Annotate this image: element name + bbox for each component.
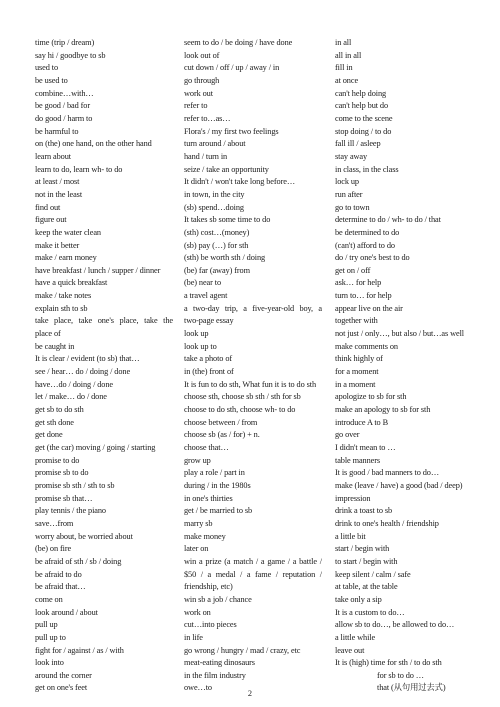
phrase-line: start / begin with [335,544,390,554]
phrase-line: get sth done [35,417,74,427]
phrase-line: It is fun to do sth, What fun it is to do sth [184,379,317,389]
phrase-line: marry sb [184,518,213,528]
phrase-line: look up to [184,341,217,351]
phrase-line: leave out [335,645,365,655]
phrase-line: win a prize (a match / a game / a battle / [184,556,322,566]
phrase-line: appear live on the air [335,303,403,313]
phrase-line: all in all [335,50,362,60]
phrase-line: determine to do / wh- to do / that [335,215,441,225]
phrase-column-2 [184,37,322,695]
phrase-line: be afraid that… [35,582,86,592]
phrase-line: keep silent / calm / safe [335,569,411,579]
phrase-line: in the film industry [184,670,246,680]
phrase-line: be good / bad for [35,101,90,111]
phrase-line: choose to do sth, choose wh- to do [184,405,296,415]
phrase-line: It is clear / evident (to sb) that… [35,354,140,364]
phrase-line: get / be married to sb [184,506,253,516]
phrase-line: at once [335,75,359,85]
phrase-line: impression [335,493,371,503]
phrase-line: a two-day trip, a five-year-old boy, a [184,303,322,313]
phrase-line: a little bit [335,531,366,541]
phrase-line: at table, at the table [335,582,398,592]
phrase-line: (sb) spend…doing [184,202,244,212]
phrase-line: stay away [335,151,368,161]
phrase-line: make money [184,531,226,541]
phrase-line: in town, in the city [184,189,245,199]
phrase-line: choose sb (as / for) + n. [184,430,260,440]
phrase-line: promise to do [35,455,80,465]
phrase-line: have a quick breakfast [35,278,108,288]
phrase-line: work on [184,607,211,617]
phrase-line: place of [35,329,61,339]
phrase-line: allow sb to do…, be allowed to do… [335,620,455,630]
phrase-line: for a moment [335,367,379,377]
phrase-line: make (leave / have) a good (bad / deep) [335,480,463,490]
phrase-line: Flora's / my first two feelings [184,126,279,136]
phrase-line: can't help but do [335,101,389,111]
phrase-line: work out [184,88,213,98]
phrase-line: learn about [35,151,71,161]
phrase-line: It didn't / won't take long before… [184,177,296,187]
phrase-line: be afraid of sth / sb / doing [35,556,122,566]
phrase-line: win sb a job / chance [184,594,252,604]
phrase-line: that (从句用过去式) [377,683,446,693]
phrase-line: play a role / part in [184,468,245,478]
phrase-line: learn to do, learn wh- to do [35,164,123,174]
phrase-line: fight for / against / as / with [35,645,124,655]
phrase-line: together with [335,316,378,326]
phrase-line: take only a sip [335,594,382,604]
phrase-line: It is good / bad manners to do… [335,468,440,478]
phrase-line: get on one's feet [35,683,88,693]
phrase-line: come to the scene [335,113,393,123]
phrase-line: go to town [335,202,370,212]
phrase-line: be harmful to [35,126,79,136]
phrase-line: go through [184,75,220,85]
phrase-line: promise sb that… [35,493,93,503]
phrase-line: seem to do / be doing / have done [184,38,293,47]
phrase-line: a travel agent [184,291,228,301]
phrase-line: combine…with… [35,88,94,98]
phrase-line: do / try one's best to do [335,253,410,263]
phrase-line: make it better [35,240,80,250]
phrase-line: (sth) cost…(money) [184,227,250,237]
phrase-line: stop doing / to do [335,126,392,136]
phrase-line: on (the) one hand, on the other hand [35,139,152,149]
phrase-line: two-page essay [184,316,234,326]
phrase-line: make / take notes [35,291,92,301]
phrase-line: (be) near to [184,278,222,288]
phrase-line: for sb to do … [377,670,424,680]
phrase-line: can't help doing [335,88,387,98]
phrase-line: in class, in the class [335,164,399,174]
phrase-line: introduce A to B [335,417,389,427]
phrase-line: have…do / doing / done [35,379,113,389]
phrase-line: play tennis / the piano [35,506,106,516]
phrase-line: a little while [335,632,376,642]
phrase-line: worry about, be worried about [35,531,133,541]
phrase-line: choose sth, choose sb sth / sth for sb [184,392,301,402]
phrase-column-3 [335,37,470,695]
phrase-line: pull up to [35,632,66,642]
phrase-line: lock up [335,177,359,187]
phrase-line: drink to one's health / friendship [335,518,439,528]
phrase-line: make comments on [335,341,398,351]
phrase-line: turn to… for help [335,291,392,301]
phrase-line: let / make… do / done [35,392,107,402]
phrase-column-1 [35,37,173,695]
phrase-line: in a moment [335,379,376,389]
phrase-line: grow up [184,455,211,465]
phrase-line: apologize to sb for sth [335,392,407,402]
phrase-line: turn around / about [184,139,246,149]
phrase-line: at least / most [35,177,80,187]
phrase-line: make / earn money [35,253,97,263]
phrase-line: get on / off [335,265,371,275]
phrase-line: look into [35,658,64,668]
phrase-line: choose between / from [184,417,258,427]
phrase-line: time (trip / dream) [35,38,95,47]
phrase-line: It is (high) time for sth / to do sth [335,658,442,668]
phrase-line: around the corner [35,670,92,680]
phrase-line: in one's thirties [184,493,233,503]
phrase-line: seize / take an opportunity [184,164,269,174]
phrase-line: during / in the 1980s [184,480,251,490]
phrase-line: ask… for help [335,278,382,288]
phrase-line: refer to [184,101,208,111]
phrase-line: do good / harm to [35,113,93,123]
phrase-line: $50 / a medal / a fame / reputation / [184,569,322,579]
phrase-line: get sb to do sth [35,405,84,415]
phrase-line: pull up [35,620,58,630]
phrase-line: It is a custom to do… [335,607,405,617]
phrase-line: be afraid to do [35,569,82,579]
phrase-line: figure out [35,215,67,225]
phrase-line: (sth) be worth sth / doing [184,253,266,263]
phrase-line: in (the) front of [184,367,234,377]
phrase-line: be used to [35,75,68,85]
phrase-line: later on [184,544,209,554]
phrase-line: fall ill / asleep [335,139,381,149]
phrase-line: friendship, etc) [184,582,233,592]
phrase-line: come on [35,594,63,604]
phrase-line: choose that… [184,443,229,452]
phrase-line: cut down / off / up / away / in [184,63,280,73]
phrase-line: say hi / goodbye to sb [35,50,106,60]
phrase-line: owe…to [184,683,212,693]
phrase-line: meat-eating dinosaurs [184,658,255,668]
phrase-line: look out of [184,50,220,60]
phrase-line: take place, take one's place, take the [35,316,173,326]
phrase-line: think highly of [335,354,383,364]
phrase-line: cut…into pieces [184,620,237,630]
phrase-line: run after [335,189,363,199]
phrase-line: (sb) pay (…) for sth [184,240,249,250]
phrase-line: not in the least [35,189,83,199]
phrase-line: fill in [335,63,353,73]
phrase-line: look around / about [35,607,98,617]
phrase-line: hand / turn in [184,151,228,161]
phrase-line: (be) on fire [35,544,72,554]
phrase-line: go over [335,430,360,440]
phrase-line: be caught in [35,341,75,351]
phrase-line: (can't) afford to do [335,240,395,250]
phrase-line: to start / begin with [335,556,398,566]
phrase-line: promise sb to do [35,468,89,478]
phrase-line: get (the car) moving / going / starting [35,443,156,452]
phrase-line: It takes sb some time to do [184,215,271,225]
page-number: 2 [247,689,253,698]
phrase-line: see / hear… do / doing / done [35,367,131,377]
phrase-line: look up [184,329,209,339]
phrase-line: I didn't mean to … [335,443,396,452]
phrase-line: refer to…as… [184,113,231,123]
phrase-line: go wrong / hungry / mad / crazy, etc [184,645,301,655]
phrase-line: in all [335,38,352,47]
phrase-line: explain sth to sb [35,303,88,313]
phrase-line: drink a toast to sb [335,506,393,516]
phrase-line: be determined to do [335,227,400,237]
phrase-line: keep the water clean [35,227,101,237]
phrase-line: (be) far (away) from [184,265,250,275]
phrase-line: in life [184,632,203,642]
phrase-line: used to [35,63,59,73]
phrase-line: make an apology to sb for sth [335,405,431,415]
phrase-line: table manners [335,455,381,465]
phrase-line: save…from [35,518,74,528]
phrase-line: have breakfast / lunch / supper / dinner [35,265,161,275]
phrase-line: not just / only…, but also / but…as well [335,329,464,339]
phrase-line: find out [35,202,61,212]
phrase-line: get done [35,430,63,440]
phrase-line: take a photo of [184,354,233,364]
phrase-line: promise sb sth / sth to sb [35,480,115,490]
